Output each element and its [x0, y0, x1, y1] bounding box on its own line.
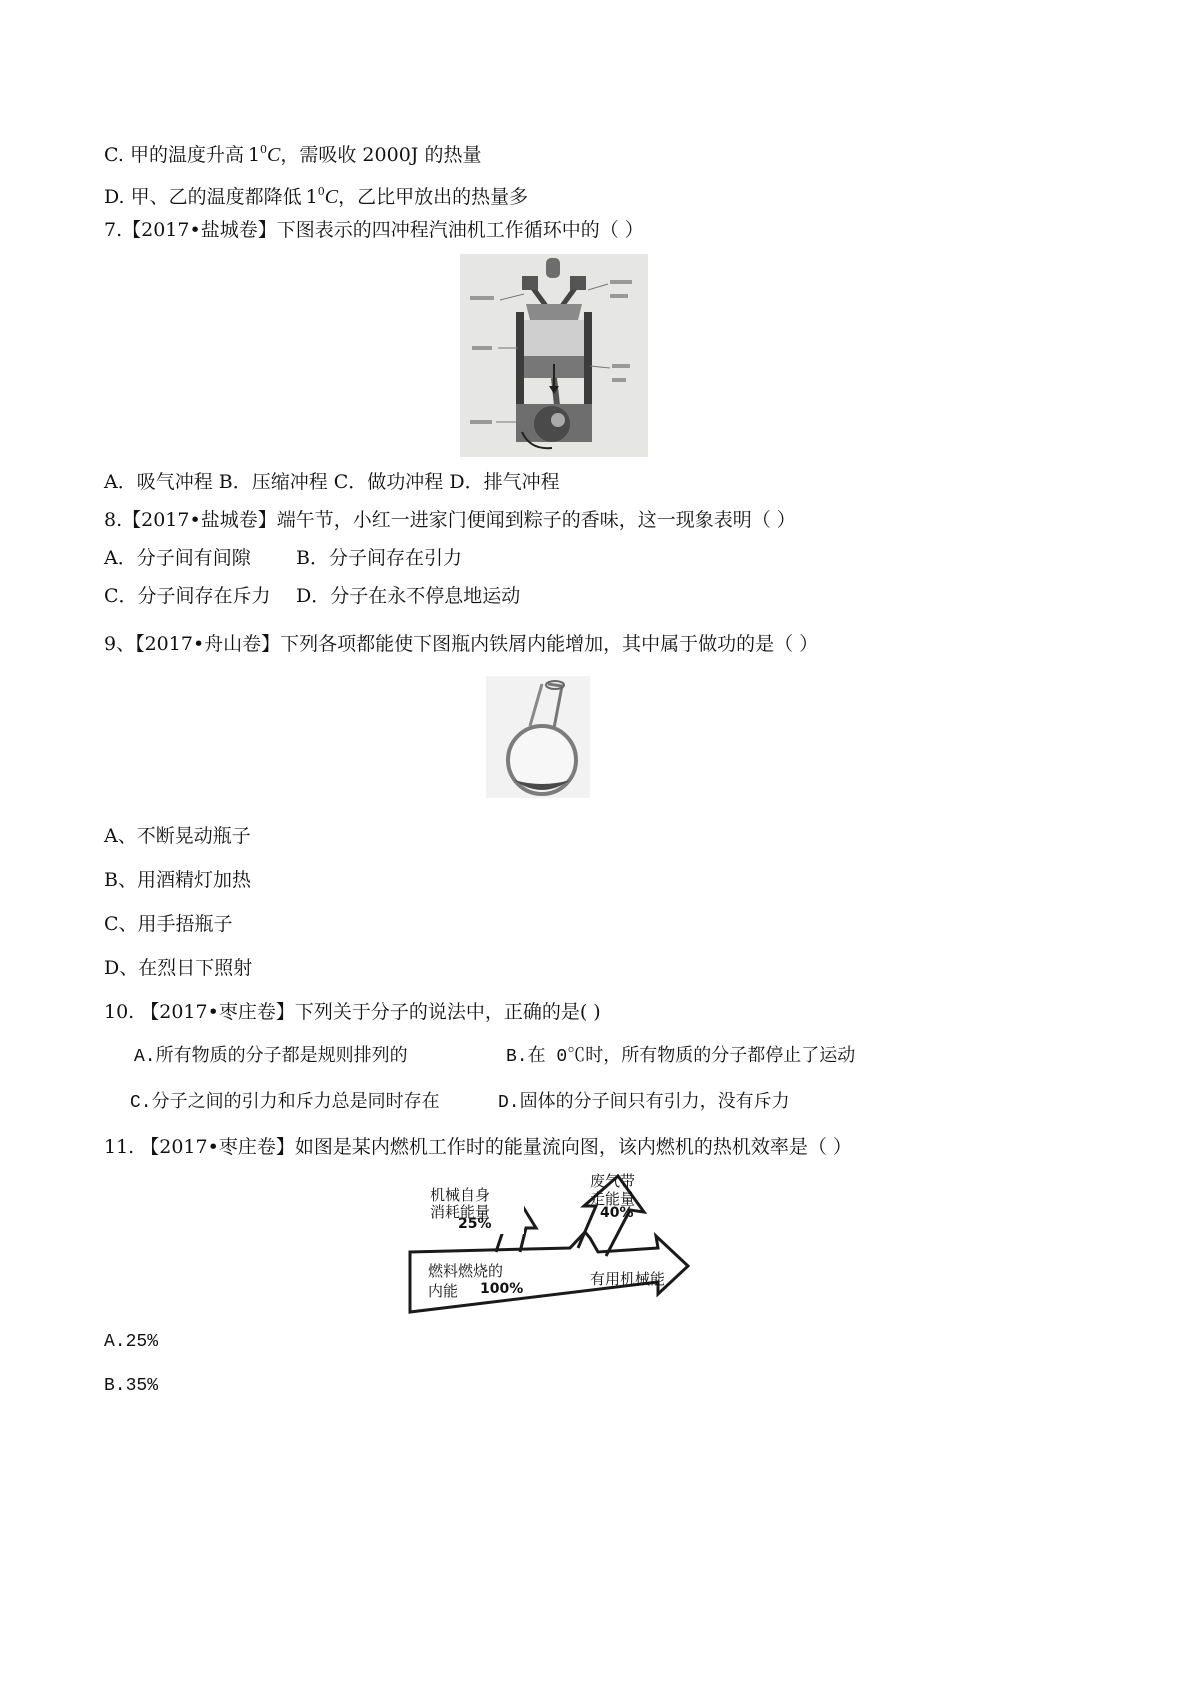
q6-option-c-unit: C: [267, 144, 281, 166]
q11-option-a: A.25%: [104, 1332, 159, 1352]
flask-illustration: [486, 676, 590, 798]
q8-stem: 8.【2017•盐城卷】端午节，小红一进家门便闻到粽子的香味，这一现象表明（ ）: [104, 509, 796, 531]
q6-option-d-degree: 0: [317, 185, 325, 198]
mech-loss-label-1: 机械自身: [430, 1186, 491, 1204]
q10-stem: 10. 【2017•枣庄卷】下列关于分子的说法中，正确的是( ): [104, 1001, 601, 1023]
q10-option-c: C.分子之间的引力和斥力总是同时存在: [130, 1093, 440, 1113]
q9-option-a: A、不断晃动瓶子: [104, 825, 251, 847]
mech-loss-label-2: 消耗能量: [430, 1203, 491, 1221]
q8-option-a: A．分子间有间隙: [104, 547, 251, 569]
q6-option-c: [104, 138, 481, 167]
q6-option-d-post: ，乙比甲放出的热量多: [338, 186, 529, 208]
exhaust-percent: 40%: [600, 1205, 634, 1221]
q6-option-c-one: 1: [247, 144, 261, 166]
q11-option-b: B.35%: [104, 1376, 159, 1396]
q9-option-d: D、在烈日下照射: [104, 957, 253, 979]
exhaust-label-1: 废气带: [590, 1172, 636, 1190]
fuel-percent: 100%: [480, 1281, 524, 1297]
q6-option-c-post: ，需吸收 2000J 的热量: [280, 144, 482, 166]
engine-figure: [460, 254, 648, 457]
q11-stem: 11. 【2017•枣庄卷】如图是某内燃机工作时的能量流向图，该内燃机的热机效率是（ ）: [104, 1136, 852, 1158]
q8-option-d: D．分子在永不停息地运动: [296, 585, 521, 607]
q10-option-a: A.所有物质的分子都是规则排列的: [134, 1047, 408, 1067]
q6-option-d-pre: D. 甲、乙的温度都降低: [104, 186, 302, 208]
q6-option-c-degree: 0: [260, 143, 268, 156]
exhaust-label-2: 走能量: [590, 1190, 636, 1208]
q6-option-c-pre: C. 甲的温度升高: [104, 144, 244, 166]
q9-option-b: B、用酒精灯加热: [104, 869, 251, 891]
q6-option-d-unit: C: [324, 186, 339, 208]
energy-flow-diagram: [400, 1166, 700, 1318]
mech-loss-percent: 25%: [458, 1216, 492, 1232]
q7-stem: 7.【2017•盐城卷】下图表示的四冲程汽油机工作循环中的（ ）: [104, 219, 644, 241]
useful-energy-label: 有用机械能: [590, 1270, 666, 1288]
fuel-label-2: 内能: [428, 1282, 459, 1300]
q6-option-d: [104, 180, 528, 209]
q8-option-b: B．分子间存在引力: [296, 547, 462, 569]
q10-option-d: D.固体的分子间只有引力，没有斥力: [498, 1093, 790, 1113]
q10-option-b: B.在 0℃时，所有物质的分子都停止了运动: [506, 1047, 856, 1067]
engine-illustration: [460, 254, 648, 457]
fuel-label-1: 燃料燃烧的: [428, 1262, 504, 1280]
q9-option-c: C、用手捂瓶子: [104, 913, 233, 935]
flask-figure: [486, 676, 590, 798]
q9-stem: 9、【2017•舟山卷】下列各项都能使下图瓶内铁屑内能增加，其中属于做功的是（ ）: [104, 633, 819, 655]
q6-option-d-one: 1: [305, 186, 318, 208]
q8-option-c: C．分子间存在斥力: [104, 585, 271, 607]
q7-options: A．吸气冲程 B．压缩冲程 C．做功冲程 D．排气冲程: [104, 471, 560, 493]
